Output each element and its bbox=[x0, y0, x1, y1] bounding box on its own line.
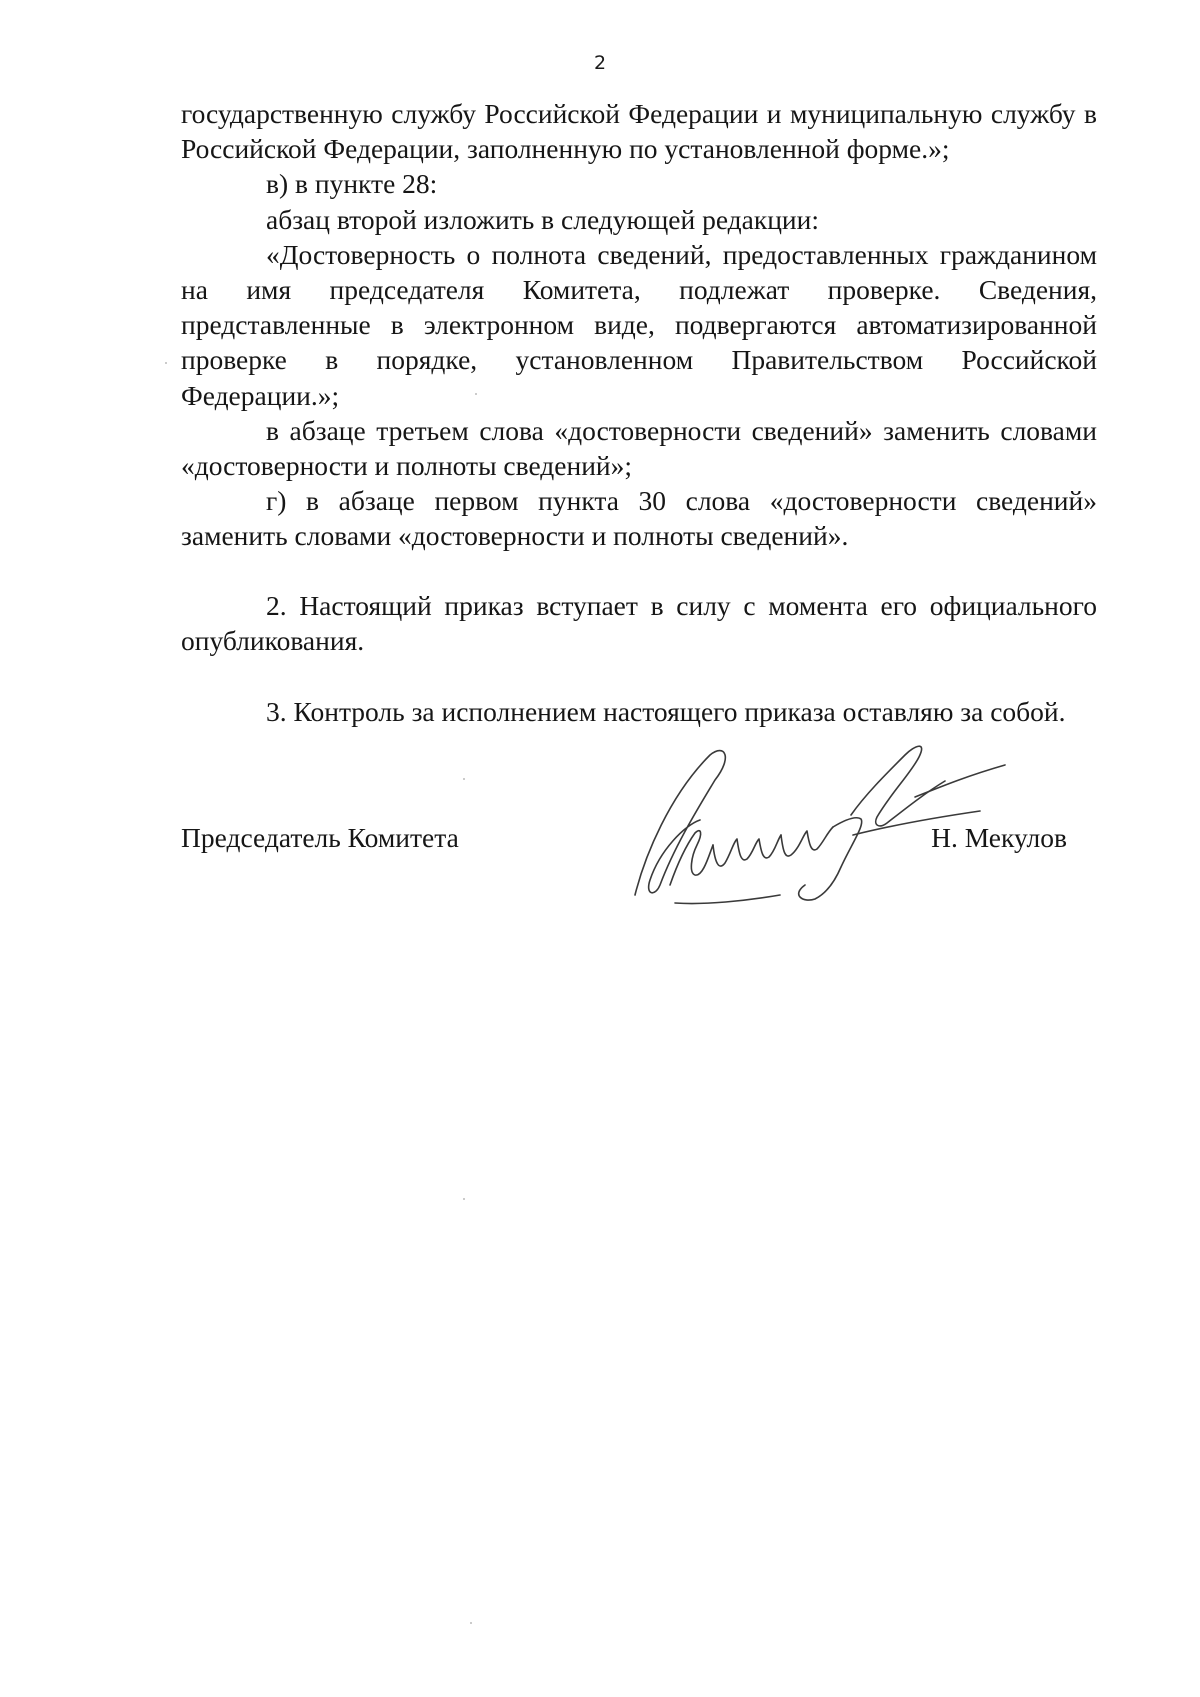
scan-speck bbox=[475, 393, 477, 395]
scan-speck bbox=[463, 778, 465, 780]
signatory-position: Председатель Комитета bbox=[181, 822, 459, 853]
scan-speck bbox=[165, 362, 167, 364]
paragraph-item-3: 3. Контроль за исполнением настоящего приказа оставляю за собой. bbox=[266, 696, 1066, 728]
paragraph-gap bbox=[181, 658, 1097, 694]
document-body bbox=[181, 96, 1097, 729]
paragraph-quoted-text: «Достоверность о полнота сведений, предоставленных гражданином на имя председателя Комитета, подлежат проверке. Сведения, представленные в электронном виде, подвергаются автоматизированной проверке в порядке, установленном Правительством Российской Федерации.»; bbox=[181, 238, 1097, 411]
paragraph-subitem-v: в) в пункте 28: bbox=[266, 168, 438, 200]
page-number: 2 bbox=[593, 52, 607, 74]
paragraph-abzac-third: в абзаце третьем слова «достоверности сведений» заменить словами «достоверности и полноты сведений»; bbox=[181, 414, 1097, 482]
paragraph-subitem-g: г) в абзаце первом пункта 30 слова «достоверности сведений» заменить словами «достоверности и полноты сведений». bbox=[181, 485, 1097, 552]
signatory-name: Н. Мекулов bbox=[931, 822, 1067, 853]
scan-speck bbox=[463, 1198, 465, 1200]
paragraph-continuation: государственную службу Российской Федерации и муниципальную службу в Российской Федерации, заполненную по установленной форме.»; bbox=[181, 98, 1097, 165]
paragraph-abzac-second: абзац второй изложить в следующей редакции: bbox=[266, 203, 820, 235]
paragraph-item-2: 2. Настоящий приказ вступает в силу с момента его официального опубликования. bbox=[181, 589, 1097, 656]
scan-speck bbox=[470, 1622, 472, 1624]
paragraph-gap bbox=[181, 554, 1097, 588]
